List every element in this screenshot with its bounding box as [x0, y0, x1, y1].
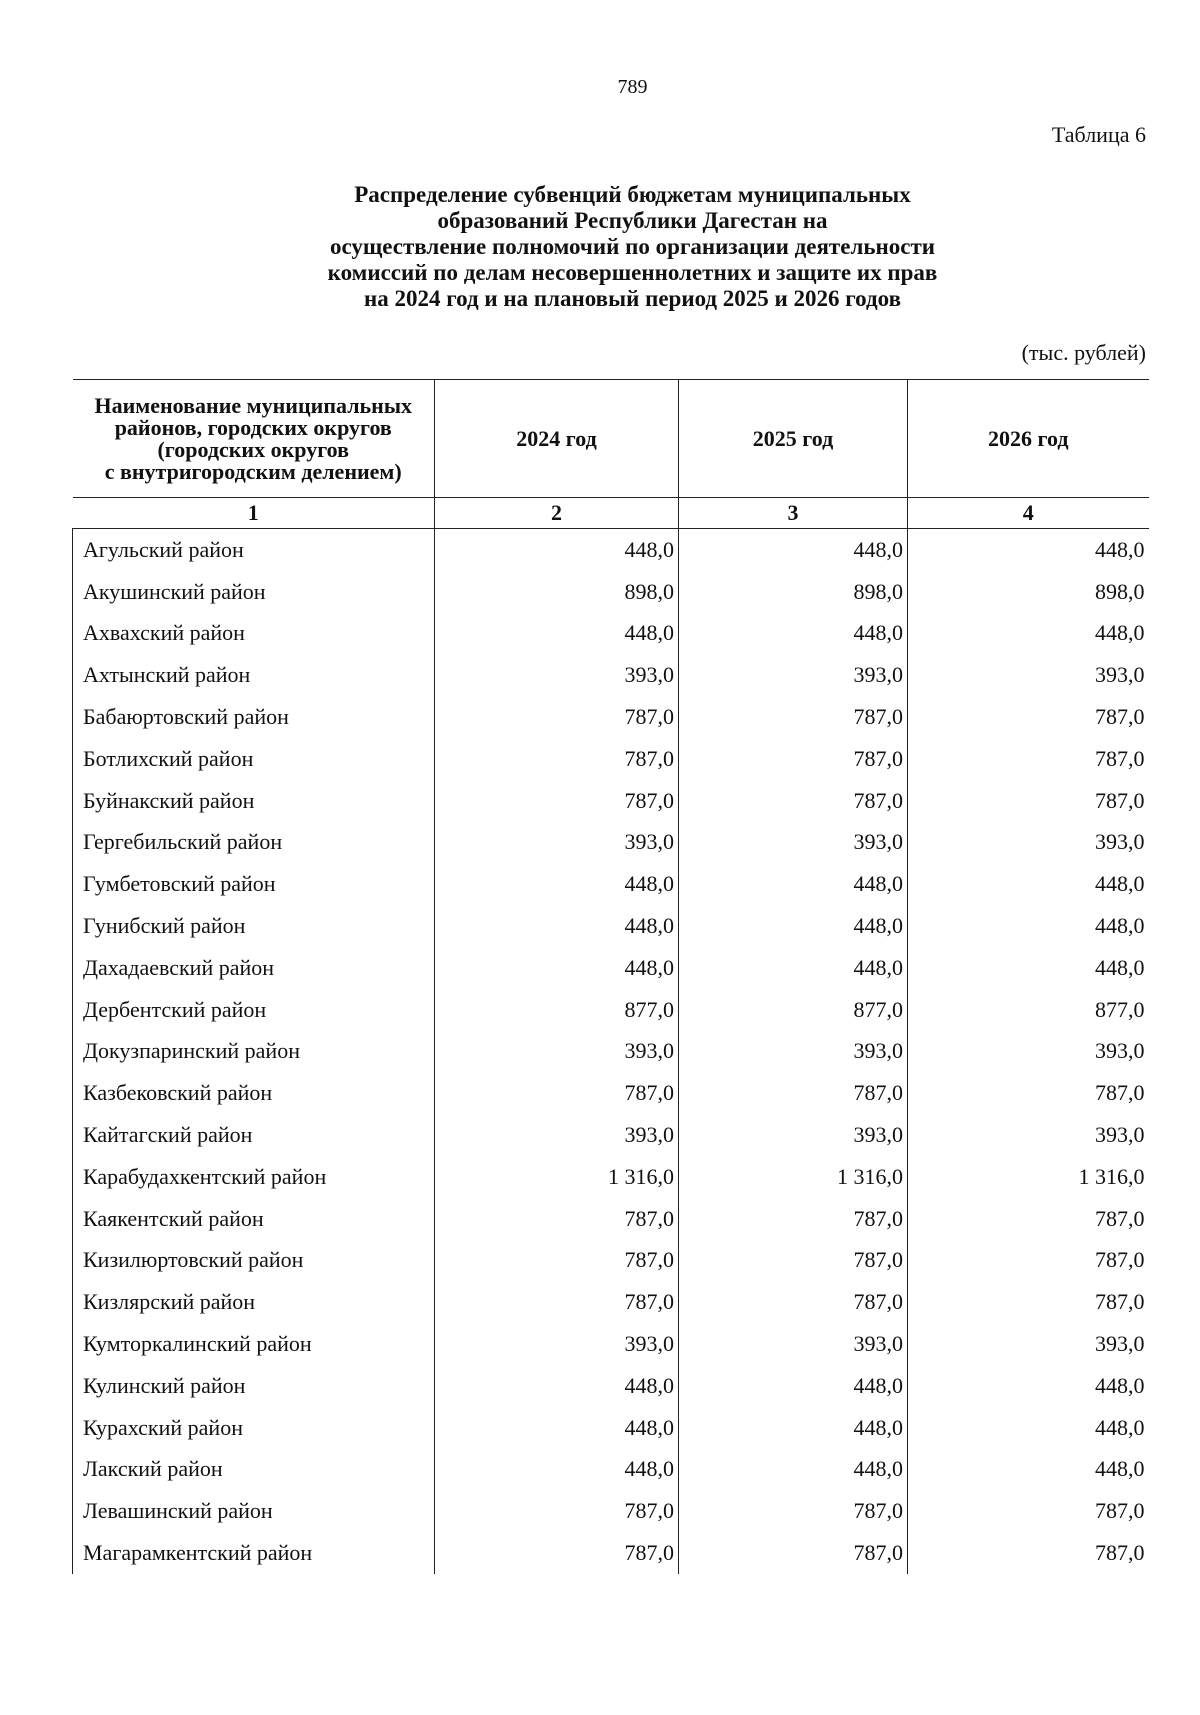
- value-2026: 787,0: [908, 1281, 1149, 1323]
- header-2025: 2025 год: [679, 380, 908, 498]
- municipality-name: Докузпаринский район: [73, 1031, 435, 1073]
- header-name-line: (городских округов: [157, 436, 349, 462]
- value-2024: 393,0: [435, 654, 679, 696]
- value-2025: 448,0: [679, 1407, 908, 1449]
- table-row: [73, 1365, 1149, 1407]
- value-2026: 898,0: [908, 571, 1149, 613]
- value-2026: 787,0: [908, 696, 1149, 738]
- table-row: [73, 989, 1149, 1031]
- table-row: [73, 1198, 1149, 1240]
- value-2024: 448,0: [435, 613, 679, 655]
- value-2026: 393,0: [908, 654, 1149, 696]
- municipality-name: Дахадаевский район: [73, 947, 435, 989]
- value-2024: 877,0: [435, 989, 679, 1031]
- municipality-name: Гумбетовский район: [73, 863, 435, 905]
- table-row: [73, 1114, 1149, 1156]
- value-2026: 448,0: [908, 529, 1149, 571]
- value-2025: 898,0: [679, 571, 908, 613]
- table-row: [73, 654, 1149, 696]
- value-2025: 787,0: [679, 738, 908, 780]
- title-line: на 2024 год и на плановый период 2025 и 2026 годов: [364, 286, 901, 311]
- table-row: [73, 1490, 1149, 1532]
- table-row: [73, 947, 1149, 989]
- value-2026: 448,0: [908, 1365, 1149, 1407]
- municipality-name: Гунибский район: [73, 905, 435, 947]
- value-2025: 393,0: [679, 1114, 908, 1156]
- municipality-name: Каякентский район: [73, 1198, 435, 1240]
- header-name-line: районов, городских округов: [114, 414, 392, 440]
- value-2024: 448,0: [435, 947, 679, 989]
- value-2026: 448,0: [908, 613, 1149, 655]
- header-row: [73, 380, 1149, 498]
- header-name: [73, 380, 435, 498]
- value-2026: 787,0: [908, 1240, 1149, 1282]
- municipality-name: Карабудахкентский район: [73, 1156, 435, 1198]
- value-2025: 448,0: [679, 947, 908, 989]
- value-2026: 787,0: [908, 780, 1149, 822]
- municipality-name: Кулинский район: [73, 1365, 435, 1407]
- value-2024: 448,0: [435, 1365, 679, 1407]
- value-2026: 877,0: [908, 989, 1149, 1031]
- municipality-name: Гергебильский район: [73, 822, 435, 864]
- title-line: образований Республики Дагестан на: [437, 208, 828, 233]
- column-number: 4: [908, 498, 1149, 529]
- value-2026: 1 316,0: [908, 1156, 1149, 1198]
- value-2024: 393,0: [435, 1114, 679, 1156]
- title-line: осуществление полномочий по организации деятельности: [329, 234, 936, 259]
- municipality-name: Кайтагский район: [73, 1114, 435, 1156]
- value-2026: 787,0: [908, 1532, 1149, 1574]
- municipality-name: Дербентский район: [73, 989, 435, 1031]
- municipality-name: Буйнакский район: [73, 780, 435, 822]
- table-label: Таблица 6: [1051, 122, 1146, 147]
- municipality-name: Акушинский район: [73, 571, 435, 613]
- table-row: [73, 696, 1149, 738]
- value-2025: 448,0: [679, 613, 908, 655]
- value-2025: 787,0: [679, 1281, 908, 1323]
- value-2024: 898,0: [435, 571, 679, 613]
- municipality-name: Бабаюртовский район: [73, 696, 435, 738]
- municipality-name: Кизилюртовский район: [73, 1240, 435, 1282]
- value-2024: 787,0: [435, 738, 679, 780]
- table-row: [73, 1072, 1149, 1114]
- title-line: Распределение субвенций бюджетам муниципальных: [354, 182, 911, 207]
- value-2024: 393,0: [435, 1323, 679, 1365]
- value-2025: 787,0: [679, 1490, 908, 1532]
- value-2025: 787,0: [679, 1072, 908, 1114]
- table-row: [73, 738, 1149, 780]
- value-2025: 787,0: [679, 1240, 908, 1282]
- municipality-name: Агульский район: [73, 529, 435, 571]
- value-2025: 393,0: [679, 1031, 908, 1073]
- value-2024: 787,0: [435, 1532, 679, 1574]
- table-row: [73, 780, 1149, 822]
- table-row: [73, 613, 1149, 655]
- value-2024: 787,0: [435, 780, 679, 822]
- table-row: [73, 1449, 1149, 1491]
- value-2024: 1 316,0: [435, 1156, 679, 1198]
- value-2025: 877,0: [679, 989, 908, 1031]
- subvention-table: [72, 379, 1149, 1574]
- table-row: [73, 1532, 1149, 1574]
- value-2025: 393,0: [679, 1323, 908, 1365]
- value-2025: 448,0: [679, 905, 908, 947]
- table-row: [73, 1031, 1149, 1073]
- value-2024: 787,0: [435, 1490, 679, 1532]
- value-2026: 393,0: [908, 1114, 1149, 1156]
- municipality-name: Лакский район: [73, 1449, 435, 1491]
- value-2025: 393,0: [679, 822, 908, 864]
- table-row: [73, 1240, 1149, 1282]
- municipality-name: Левашинский район: [73, 1490, 435, 1532]
- value-2026: 787,0: [908, 1490, 1149, 1532]
- value-2024: 448,0: [435, 863, 679, 905]
- table-row: [73, 1156, 1149, 1198]
- units-label: (тыс. рублей): [1021, 340, 1146, 365]
- value-2024: 393,0: [435, 1031, 679, 1073]
- value-2024: 448,0: [435, 905, 679, 947]
- column-numbers-row: [73, 498, 1149, 529]
- header-2026: 2026 год: [908, 380, 1149, 498]
- value-2025: 1 316,0: [679, 1156, 908, 1198]
- value-2025: 787,0: [679, 780, 908, 822]
- value-2024: 787,0: [435, 696, 679, 738]
- value-2024: 393,0: [435, 822, 679, 864]
- table-row: [73, 1281, 1149, 1323]
- value-2026: 448,0: [908, 1449, 1149, 1491]
- municipality-name: Ботлихский район: [73, 738, 435, 780]
- header-name-line: с внутригородским делением): [104, 458, 402, 484]
- value-2025: 393,0: [679, 654, 908, 696]
- value-2026: 393,0: [908, 822, 1149, 864]
- value-2024: 787,0: [435, 1240, 679, 1282]
- table-row: [73, 863, 1149, 905]
- municipality-name: Кизлярский район: [73, 1281, 435, 1323]
- municipality-name: Ахтынский район: [73, 654, 435, 696]
- value-2026: 448,0: [908, 905, 1149, 947]
- value-2026: 787,0: [908, 1072, 1149, 1114]
- municipality-name: Казбековский район: [73, 1072, 435, 1114]
- header-name-line: Наименование муниципальных: [94, 392, 413, 418]
- value-2025: 448,0: [679, 1365, 908, 1407]
- value-2026: 393,0: [908, 1031, 1149, 1073]
- table-row: [73, 529, 1149, 571]
- table-body: [73, 529, 1149, 1574]
- value-2024: 787,0: [435, 1198, 679, 1240]
- column-number: 1: [73, 498, 435, 529]
- municipality-name: Магарамкентский район: [73, 1532, 435, 1574]
- value-2025: 787,0: [679, 696, 908, 738]
- document-title: [235, 182, 1030, 312]
- value-2024: 448,0: [435, 1407, 679, 1449]
- page-number: 789: [617, 76, 648, 98]
- value-2025: 448,0: [679, 529, 908, 571]
- table-row: [73, 571, 1149, 613]
- municipality-name: Кумторкалинский район: [73, 1323, 435, 1365]
- column-number: 3: [679, 498, 908, 529]
- column-number: 2: [435, 498, 679, 529]
- table-row: [73, 1323, 1149, 1365]
- title-line: комиссий по делам несовершеннолетних и защите их прав: [327, 260, 938, 285]
- value-2026: 393,0: [908, 1323, 1149, 1365]
- value-2026: 448,0: [908, 863, 1149, 905]
- table-row: [73, 1407, 1149, 1449]
- value-2026: 787,0: [908, 1198, 1149, 1240]
- value-2025: 787,0: [679, 1198, 908, 1240]
- table-row: [73, 905, 1149, 947]
- value-2025: 448,0: [679, 863, 908, 905]
- value-2024: 448,0: [435, 1449, 679, 1491]
- value-2025: 787,0: [679, 1532, 908, 1574]
- value-2026: 448,0: [908, 1407, 1149, 1449]
- value-2024: 787,0: [435, 1072, 679, 1114]
- value-2024: 448,0: [435, 529, 679, 571]
- header-2024: 2024 год: [435, 380, 679, 498]
- value-2025: 448,0: [679, 1449, 908, 1491]
- municipality-name: Ахвахский район: [73, 613, 435, 655]
- value-2024: 787,0: [435, 1281, 679, 1323]
- value-2026: 787,0: [908, 738, 1149, 780]
- municipality-name: Курахский район: [73, 1407, 435, 1449]
- value-2026: 448,0: [908, 947, 1149, 989]
- table-row: [73, 822, 1149, 864]
